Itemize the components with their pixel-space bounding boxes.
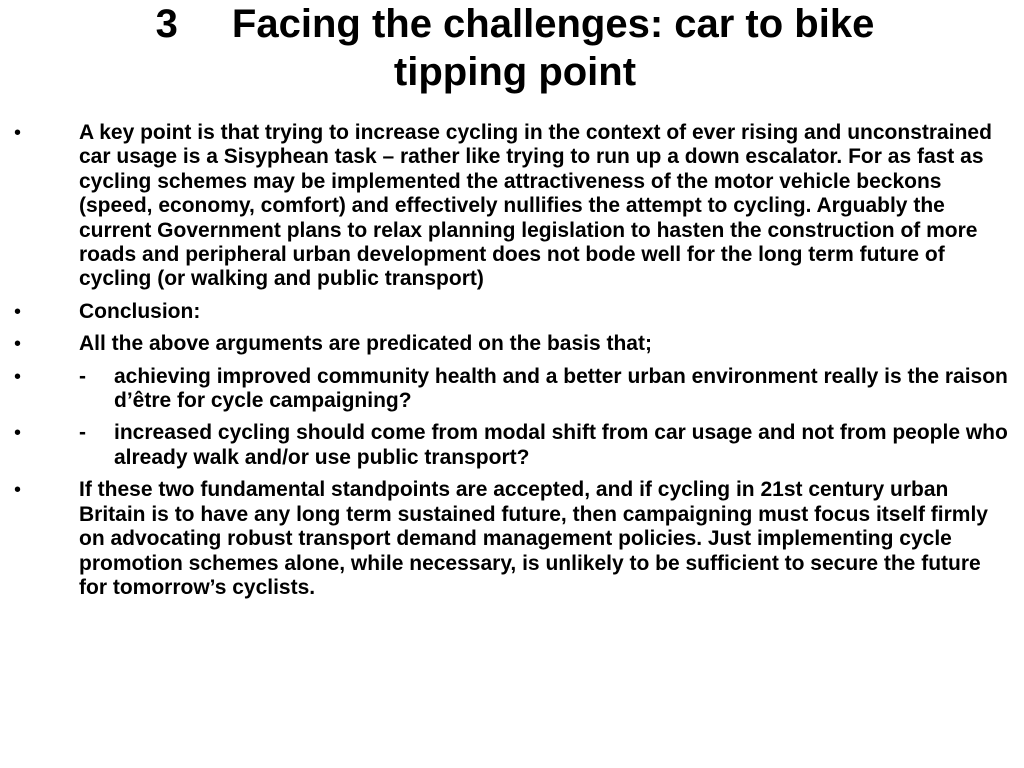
title-line-1: Facing the challenges: car to bike <box>231 2 875 46</box>
dash-marker: - <box>79 421 86 445</box>
bullet-item-key-point <box>14 121 1014 292</box>
bullet-marker: • <box>14 333 22 356</box>
bullet-text: All the above arguments are predicated on the basis that; <box>79 332 652 356</box>
bullet-marker: • <box>14 479 22 502</box>
bullet-text: increased cycling should come from modal shift from car usage and not from people who already walk and/or use public transport? <box>114 421 1008 469</box>
bullet-text: A key point is that trying to increase cycling in the context of ever rising and unconstrained car usage is a Sisyphean task – rather like trying to run up a down escalator. For as fast as cycling schemes may be implemented the attractiveness of the motor vehicle beckons (speed, economy, comfort) and effectively nullifies the attempt to cycling. Arguably the current Government plans to relax planning legislation to hasten the construction of more roads and peripheral urban development does not bode well for the long term future of cycling (or walking and public transport) <box>79 121 992 291</box>
bullet-item-conclusion <box>14 300 1014 324</box>
bullet-item-predicated <box>14 332 1014 356</box>
section-number: 3 <box>155 2 178 46</box>
bullet-text: If these two fundamental standpoints are accepted, and if cycling in 21st century urban Britain is to have any long term sustained future, then campaigning must focus itself firmly on advocating robust transport demand management policies. Just implementing cycle promotion schemes alone, while necessary, is unlikely to be sufficient to secure the future for tomorrow’s cyclists. <box>79 478 988 599</box>
bullet-marker: • <box>14 122 22 144</box>
dash-marker: - <box>79 364 86 388</box>
bullet-text: achieving improved community health and a better urban environment really is the raison d’être for cycle campaigning? <box>114 364 1008 413</box>
bullet-list <box>14 121 1014 608</box>
bullet-marker: • <box>14 422 22 445</box>
bullet-item-modal-shift <box>14 421 1014 470</box>
title-line-2: tipping point <box>393 50 637 94</box>
bullet-item-community-health <box>14 365 1014 414</box>
bullet-marker: • <box>14 300 22 323</box>
bullet-text: Conclusion: <box>79 299 201 323</box>
slide-title <box>30 0 1000 96</box>
bullet-item-standpoints <box>14 478 1014 600</box>
bullet-marker: • <box>14 365 22 388</box>
